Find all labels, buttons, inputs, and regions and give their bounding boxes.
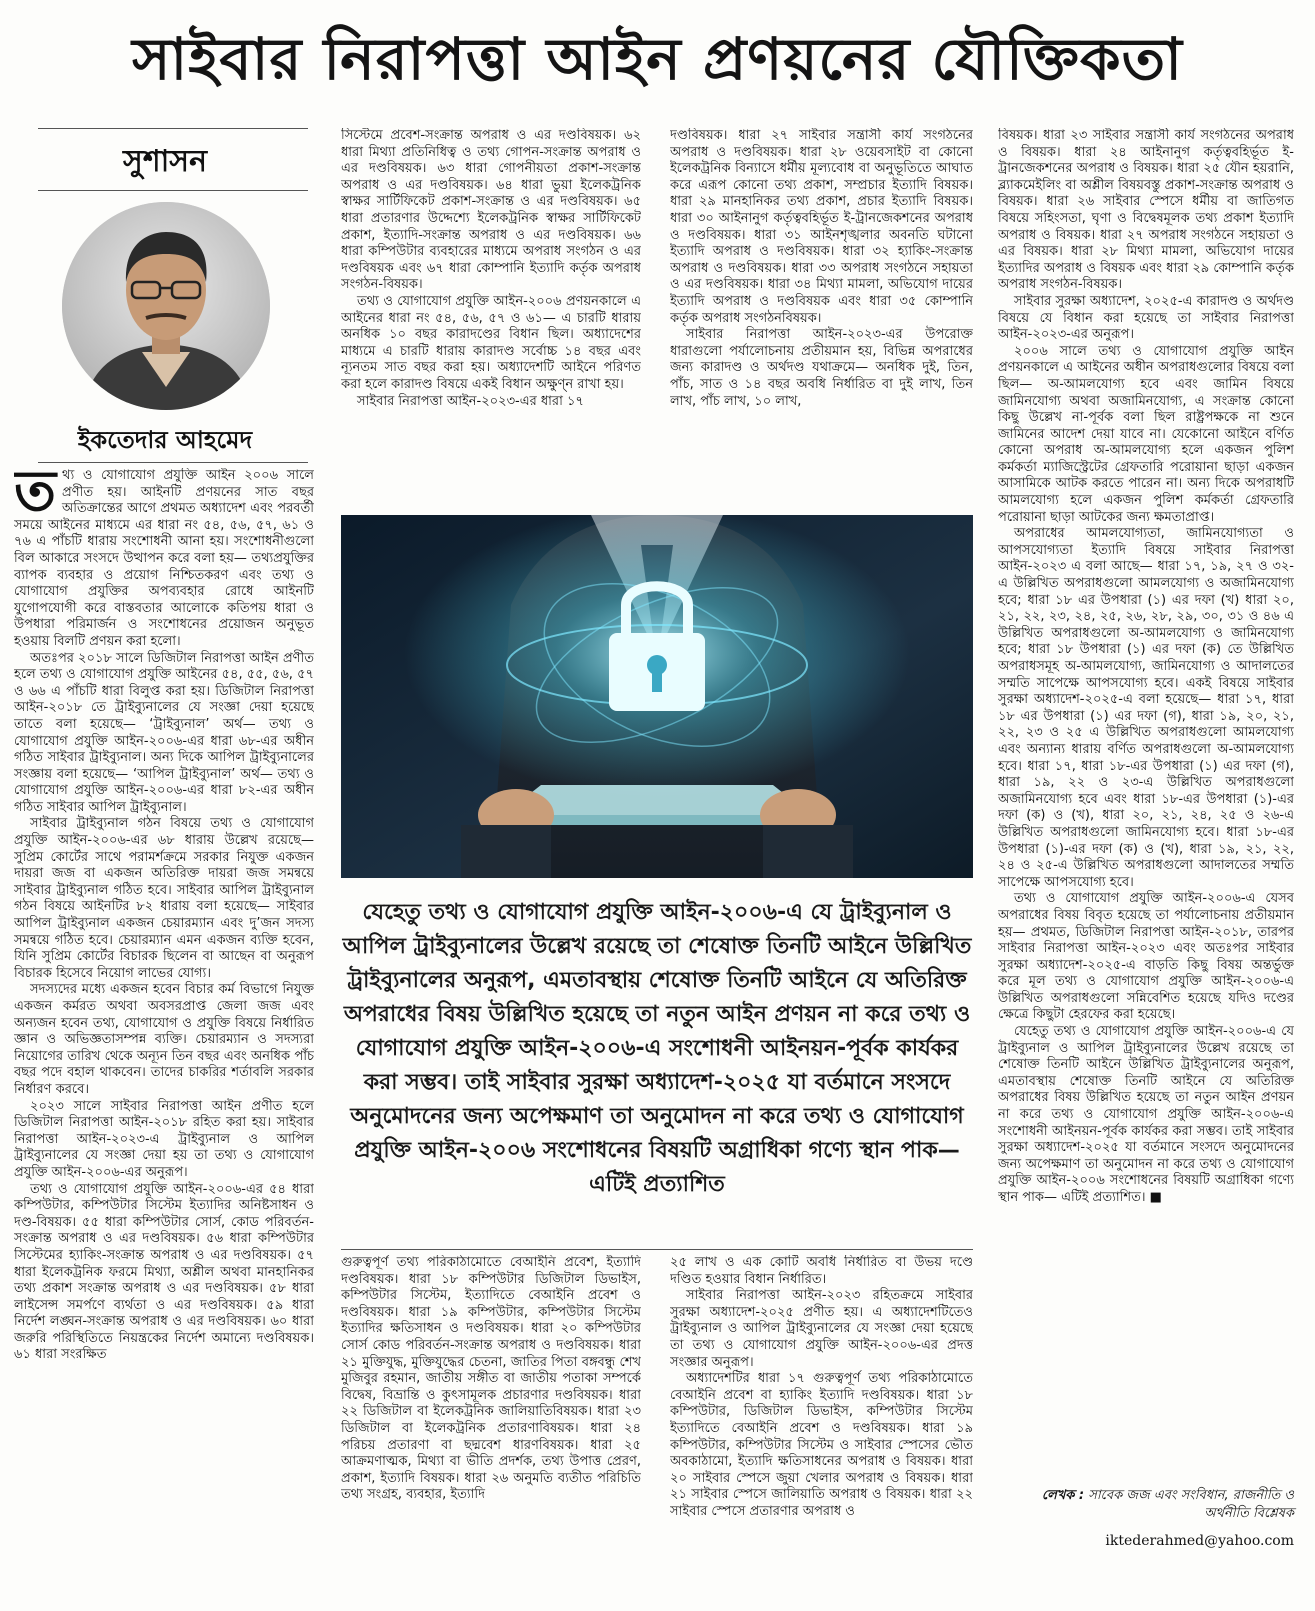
author-portrait-icon xyxy=(62,202,270,410)
article-column-4 xyxy=(998,128,1294,1482)
article-paragraph: তথ্য ও যোগাযোগ প্রযুক্তি আইন-২০০৬-এর ৫৪ ধারা কম্পিউটার, কম্পিউটার সিস্টেম ইত্যাদির অনিষ্টসাধন ও দণ্ড-বিষয়ক। ৫৫ ধারা কম্পিউটার সোর্স, কোড পরিবর্তন-সংক্রান্ত অপরাধ ও এর দণ্ডবিষয়ক। ৫৬ ধারা কম্পিউটার সিস্টেমের হ্যাকিং-সংক্রান্ত অপরাধ ও এর দণ্ডবিষয়ক। ৫৭ ধারা ইলেকট্রনিক ফরমে মিথ্যা, অশ্লীল অথবা মানহানিকর তথ্য প্রকাশ সংক্রান্ত অপরাধ ও এর দণ্ডবিষয়ক। ৫৮ ধারা লাইসেন্স সমর্পণে ব্যর্থতা ও এর দণ্ডবিষয়ক। ৫৯ ধারা নির্দেশ লঙ্ঘন-সংক্রান্ত অপরাধ ও এর দণ্ডবিষয়ক। ৬০ ধারা জরুরি পরিস্থিতিতে নিয়ন্ত্রকের নির্দেশ অমান্যে দণ্ডবিষয়ক। ৬১ ধারা সংরক্ষিত xyxy=(14,1181,314,1363)
article-paragraph: অতঃপর ২০১৮ সালে ডিজিটাল নিরাপত্তা আইন প্রণীত হলে তথ্য ও যোগাযোগ প্রযুক্তি আইনের ৫৪, ৫৫, ৫৬, ৫৭ ও ৬৬ এ পাঁচটি ধারা বিলুপ্ত করা হয়। ডিজিটাল নিরাপত্তা আইন-২০১৮ তে ট্রাইব্যুনালের যে সংজ্ঞা দেয়া হয়েছে তাতে বলা হয়েছে— ‘ট্রাইব্যুনাল’ অর্থ— তথ্য ও যোগাযোগ প্রযুক্তি আইন-২০০৬-এর ধারা ৬৮-এর অধীন গঠিত সাইবার ট্রাইব্যুনাল। অন্য দিকে আপিল ট্রাইব্যুনালের সংজ্ঞায় বলা হয়েছে— ‘আপিল ট্রাইব্যুনাল’ অর্থ— তথ্য ও যোগাযোগ প্রযুক্তি আইন-২০০৬-এর ধারা ৮২-এর অধীন গঠিত সাইবার আপিল ট্রাইব্যুনাল। xyxy=(14,650,314,815)
article-paragraph: ২৫ লাখ ও এক কোটি অবধি নির্ধারিত বা উভয় দণ্ডে দণ্ডিত হওয়ার বিধান নির্ধারিত। xyxy=(670,1255,973,1287)
article-paragraph: সাইবার নিরাপত্তা আইন-২০২৩ রহিতক্রমে সাইবার সুরক্ষা অধ্যাদেশ-২০২৫ প্রণীত হয়। এ অধ্যাদেশটিতেও ট্রাইব্যুনাল ও আপিল ট্রাইব্যুনালের যে সংজ্ঞা দেয়া হয়েছে তা তথ্য ও যোগাযোগ প্রযুক্তি আইন-২০০৬-এর প্রদত্ত সংজ্ঞার অনুরূপ। xyxy=(670,1288,973,1370)
article-paragraph: সাইবার নিরাপত্তা আইন-২০২৩-এর ধারা ১৭ xyxy=(357,393,584,409)
article-column-2-bottom xyxy=(341,1255,641,1604)
article-illustration xyxy=(341,515,973,878)
article-paragraph: যেহেতু তথ্য ও যোগাযোগ প্রযুক্তি আইন-২০০৬-এ যে ট্রাইব্যুনাল ও আপিল ট্রাইব্যুনালের উল্লেখ রয়েছে তা শেষোক্ত তিনটি আইনে উল্লিখিত ট্রাইব্যুনালের অনুরূপ, এমতাবস্থায় শেষোক্ত তিনটি আইনে যে অতিরিক্ত অপরাধের বিষয় উল্লিখিত হয়েছে তা নতুন আইন প্রণয়ন না করে তথ্য ও যোগাযোগ প্রযুক্তি আইন-২০০৬-এ সংশোধনী আইনয়ন-পূর্বক কার্যকর করা সম্ভব। তাই সাইবার সুরক্ষা অধ্যাদেশ-২০২৫ যা বর্তমানে সংসদে অনুমোদনের জন্য অপেক্ষমাণ তা অনুমোদন না করে তথ্য ও যোগাযোগ প্রযুক্তি আইন-২০০৬ সংশোধনের বিষয়টি অগ্রাধিকা গণ্যে স্থান পাক— এটিই প্রত্যাশিত। ■ xyxy=(998,1024,1294,1205)
article-paragraph: অধ্যাদেশটির ধারা ১৭ গুরুত্বপূর্ণ তথ্য পরিকাঠামোতে বেআইনি প্রবেশ বা হ্যাকিং ইত্যাদি দণ্ডবিষয়ক। ধারা ১৮ কম্পিউটার, ডিজিটাল ডিভাইস, কম্পিউটার সিস্টেম ইত্যাদিতে বেআইনি প্রবেশ ও দণ্ডবিষয়ক। ধারা ১৯ কম্পিউটার, কম্পিউটার সিস্টেম ও সাইবার স্পেসের ভৌত অবকাঠামো, ইত্যাদি ক্ষতিসাধনের অপরাধ ও বিষয়ক। ধারা ২০ সাইবার স্পেসে জুয়া খেলার অপরাধ ও বিষয়ক। ধারা ২১ সাইবার স্পেসে জালিয়াতি অপরাধ ও বিষয়ক। ধারা ২২ সাইবার স্পেসে প্রতারণার অপরাধ ও xyxy=(670,1371,973,1519)
author-email[interactable]: iktederahmed@yahoo.com xyxy=(1105,1533,1294,1549)
article-paragraph: তথ্য ও যোগাযোগ প্রযুক্তি আইন-২০০৬ প্রণয়নকালে এ আইনের ধারা নং ৫৪, ৫৬, ৫৭ ও ৬১— এ চারটি ধারায় অনধিক ১০ বছর কারাদণ্ডের বিধান ছিল। অধ্যাদেশের মাধ্যমে এ চারটি ধারায় কারাদণ্ড সর্বোচ্চ ১৪ বছর এবং ন্যূনতম সাত বছর করা হয়। অধ্যাদেশটি আইনে পরিণত করা হলে কারাদণ্ড বিষয়ে একই বিধান অক্ষুণ্ন রাখা হয়। xyxy=(341,293,641,392)
divider xyxy=(341,1249,973,1250)
writer-bio xyxy=(998,1487,1294,1523)
article-paragraph: সদস্যদের মধ্যে একজন হবেন বিচার কর্ম বিভাগে নিযুক্ত একজন কর্মরত অথবা অবসরপ্রাপ্ত জেলা জজ এবং অন্যজন হবেন তথ্য, যোগাযোগ ও প্রযুক্তি বিষয়ে নির্ধারিত জ্ঞান ও অভিজ্ঞতাসম্পন্ন ব্যক্তি। চেয়ারম্যান ও সদস্যরা নিয়োগের তারিখ থেকে অন্যূন তিন বছর এবং অনধিক পাঁচ বছর পদে বহাল থাকবেন। তাদের চাকরির শর্তাবলি সরকার নির্ধারণ করবে। xyxy=(14,982,314,1097)
article-paragraph: সাইবার ট্রাইব্যুনাল গঠন বিষয়ে তথ্য ও যোগাযোগ প্রযুক্তি আইন-২০০৬-এর ৬৮ ধারায় উল্লেখ রয়েছে— সুপ্রিম কোর্টের সাথে পরামর্শক্রমে সরকার নিযুক্ত একজন দায়রা জজ বা একজন অতিরিক্ত দায়রা জজ সমন্বয়ে সাইবার ট্রাইব্যুনাল গঠিত হবে। সাইবার আপিল ট্রাইব্যুনাল গঠন বিষয়ে আইনটির ৮২ ধারায় বলা হয়েছে— সাইবার আপিল ট্রাইব্যুনাল একজন চেয়ারম্যান এবং দু’জন সদস্য সমন্বয়ে গঠিত হবে। চেয়ারম্যান এমন একজন ব্যক্তি হবেন, যিনি সুপ্রিম কোর্টের বিচারক ছিলেন বা আছেন বা অনুরূপ বিচারক হিসেবে নিয়োগ লাভের যোগ্য। xyxy=(14,816,314,981)
article-column-3-bottom xyxy=(670,1255,973,1604)
pull-quote: যেহেতু তথ্য ও যোগাযোগ প্রযুক্তি আইন-২০০৬-এ যে ট্রাইব্যুনাল ও আপিল ট্রাইব্যুনালের উল্লেখ রয়েছে তা শেষোক্ত তিনটি আইনে উল্লিখিত ট্রাইব্যুনালের অনুরূপ, এমতাবস্থায় শেষোক্ত তিনটি আইনে যে অতিরিক্ত অপরাধের বিষয় উল্লিখিত হয়েছে তা নতুন আইন প্রণয়ন না করে তথ্য ও যোগাযোগ প্রযুক্তি আইন-২০০৬-এ সংশোধনী আইনয়ন-পূর্বক কার্যকর করা সম্ভব। তাই সাইবার সুরক্ষা অধ্যাদেশ-২০২৫ যা বর্তমানে সংসদে অনুমোদনের জন্য অপেক্ষমাণ তা অনুমোদন না করে তথ্য ও যোগাযোগ প্রযুক্তি আইন-২০০৬ সংশোধনের বিষয়টি অগ্রাধিকা গণ্যে স্থান পাক— এটিই প্রত্যাশিত xyxy=(342,900,972,1197)
writer-label: লেখক : xyxy=(1041,1488,1085,1503)
article-column-3-top xyxy=(670,128,973,498)
article-paragraph: সাইবার নিরাপত্তা আইন-২০২৩-এর উপরোক্ত ধারাগুলো পর্যালোচনায় প্রতীয়মান হয়, বিভিন্ন অপরাধের জন্য কারাদণ্ড ও অর্থদণ্ড যথাক্রমে— অনধিক দুই, তিন, পাঁচ, সাত ও ১৪ বছর অবধি নির্ধারিত বা দুই লাখ, তিন লাখ, পাঁচ লাখ, ১০ লাখ, xyxy=(670,327,973,409)
author-name: ইকতেদার আহমেদ xyxy=(77,426,253,454)
writer-bio-text: সাবেক জজ এবং সংবিধান, রাজনীতি ও অর্থনীতি বিশ্লেষক xyxy=(1088,1488,1294,1521)
article-paragraph: বিষয়ক। ধারা ২৩ সাইবার সন্ত্রাসী কার্য সংগঠনের অপরাধ ও বিষয়ক। ধারা ২৪ আইনানুগ কর্তৃত্ববহির্ভূত ই-ট্রানজেকশনের অপরাধ ও বিষয়ক। ধারা ২৫ যৌন হয়রানি, ব্ল্যাকমেইলিং বা অশ্লীল বিষয়বস্তু প্রকাশ-সংক্রান্ত অপরাধ ও বিষয়ক। ধারা ২৬ সাইবার স্পেসে ধর্মীয় বা জাতিগত বিষয়ে সহিংসতা, ঘৃণা ও বিদ্বেষমূলক তথ্য প্রকাশ ইত্যাদি অপরাধ ও বিষয়ক। ধারা ২৭ অপরাধ সংগঠনে সহায়তা ও এর বিষয়ক। ধারা ২৮ মিথ্যা মামলা, অভিযোগ দায়ের ইত্যাদির অপরাধ ও বিষয়ক এবং ধারা ২৯ কোম্পানি কর্তৃক অপরাধ সংগঠন-বিষয়ক। xyxy=(998,128,1294,293)
article-paragraph: গুরুত্বপূর্ণ তথ্য পরিকাঠামোতে বেআইনি প্রবেশ, ইত্যাদি দণ্ডবিষয়ক। ধারা ১৮ কম্পিউটার ডিজিটাল ডিভাইস, কম্পিউটার সিস্টেম, ইত্যাদিতে বেআইনি প্রবেশ ও দণ্ডবিষয়ক। ধারা ১৯ কম্পিউটার, কম্পিউটার সিস্টেম ইত্যাদির ক্ষতিসাধন ও দণ্ডবিষয়ক। ধারা ২০ কম্পিউটার সোর্স কোড পরিবর্তন-সংক্রান্ত অপরাধ ও দণ্ডবিষয়ক। ধারা ২১ মুক্তিযুদ্ধ, মুক্তিযুদ্ধের চেতনা, জাতির পিতা বঙ্গবন্ধু শেখ মুজিবুর রহমান, জাতীয় সঙ্গীত বা জাতীয় পতাকা সম্পর্কে বিদ্বেষ, বিভ্রান্তি ও কুৎসামূলক প্রচারণার দণ্ডবিষয়ক। ধারা ২২ ডিজিটাল বা ইলেকট্রনিক জালিয়াতিবিষয়ক। ধারা ২৩ ডিজিটাল বা ইলেকট্রনিক প্রতারণাবিষয়ক। ধারা ২৪ পরিচয় প্রতারণা বা ছদ্মবেশ ধারণবিষয়ক। ধারা ২৫ আক্রমণাত্মক, মিথ্যা বা ভীতি প্রদর্শক, তথ্য উপাত্ত প্রেরণ, প্রকাশ, ইত্যাদি বিষয়ক। ধারা ২৬ অনুমতি ব্যতীত পরিচিতি তথ্য সংগ্রহ, ব্যবহার, ইত্যাদি xyxy=(341,1255,641,1503)
divider xyxy=(38,190,308,191)
page-title: সাইবার নিরাপত্তা আইন প্রণয়নের যৌক্তিকতা xyxy=(132,25,1183,93)
cyber-lock-illustration-icon xyxy=(341,515,973,878)
article-paragraph: সাইবার সুরক্ষা অধ্যাদেশ, ২০২৫-এ কারাদণ্ড ও অর্থদণ্ড বিষয়ে যে বিধান করা হয়েছে তা সাইবার নিরাপত্তা আইন-২০২৩-এর অনুরূপ। xyxy=(998,293,1294,343)
drop-cap: ত xyxy=(14,468,57,524)
article-column-1 xyxy=(14,468,314,1604)
article-paragraph: তথ্য ও যোগাযোগ প্রযুক্তি আইন ২০০৬ সালে প্রণীত হয়। আইনটি প্রণয়নের সাত বছর অতিক্রান্তের আগে প্রথমত অধ্যাদেশ এবং পরবর্তী সময়ে আইনের মাধ্যমে এর ধারা নং ৫৪, ৫৬, ৫৭, ৬১ ও ৭৬ এ পাঁচটি ধারায় সংশোধনী আনা হয়। সংশোধনীগুলো বিল আকারে সংসদে উত্থাপন করে বলা হয়— তথ্যপ্রযুক্তির ব্যাপক ব্যবহার ও প্রয়োগ নিশ্চিতকরণ এবং তথ্য ও যোগাযোগ প্রযুক্তির অপব্যবহার রোধে আইনটি যুগোপযোগী করে বাস্তবতার আলোকে কতিপয় ধারা ও উপধারা পরিমার্জন ও সংশোধনের প্রয়োজন অনুভূত হওয়ায় বিলটি প্রণয়ন করা হলো। xyxy=(14,468,314,649)
section-label: সুশাসন xyxy=(123,144,207,179)
divider xyxy=(38,128,308,129)
article-paragraph: তথ্য ও যোগাযোগ প্রযুক্তি আইন-২০০৬-এ যেসব অপরাধের বিষয় বিবৃত হয়েছে তা পর্যালোচনায় প্রতীয়মান হয়— প্রথমত, ডিজিটাল নিরাপত্তা আইন-২০১৮, তারপর সাইবার নিরাপত্তা আইন-২০২৩ এবং অতঃপর সাইবার সুরক্ষা অধ্যাদেশ-২০২৫-এ বাড়তি কিছু বিষয় অন্তর্ভুক্ত করে মূল তথ্য ও যোগাযোগ প্রযুক্তি আইন-২০০৬-এ উল্লিখিত অপরাধগুলো সন্নিবেশিত হয়েছে যদিও দণ্ডের ক্ষেত্রে কিছুটা হেরফের করা হয়েছে। xyxy=(998,891,1294,1023)
article-column-2-top xyxy=(341,128,641,498)
article-paragraph: ২০২৩ সালে সাইবার নিরাপত্তা আইন প্রণীত হলে ডিজিটাল নিরাপত্তা আইন-২০১৮ রহিত করা হয়। সাইবার নিরাপত্তা আইন-২০২৩-এ ট্রাইব্যুনাল ও আপিল ট্রাইব্যুনালের যে সংজ্ঞা দেয়া হয় তা তথ্য ও যোগাযোগ প্রযুক্তি আইন-২০০৬-এর অনুরূপ। xyxy=(14,1098,314,1180)
article-paragraph: দণ্ডবিষয়ক। ধারা ২৭ সাইবার সন্ত্রাসী কার্য সংগঠনের অপরাধ ও দণ্ডবিষয়ক। ধারা ২৮ ওয়েবসাইট বা কোনো ইলেকট্রনিক বিন্যাসে ধর্মীয় মূল্যবোধ বা অনুভূতিতে আঘাত করে এরূপ কোনো তথ্য প্রকাশ, সম্প্রচার ইত্যাদি বিষয়ক। ধারা ২৯ মানহানিকর তথ্য প্রকাশ, প্রচার ইত্যাদি বিষয়ক। ধারা ৩০ আইনানুগ কর্তৃত্ববহির্ভূত ই-ট্রানজেকশনের অপরাধ ও দণ্ডবিষয়ক। ধারা ৩১ আইনশৃঙ্খলার অবনতি ঘটানো ইত্যাদি অপরাধ ও দণ্ডবিষয়ক। ধারা ৩২ হ্যাকিং-সংক্রান্ত অপরাধ ও দণ্ডবিষয়ক। ধারা ৩৩ অপরাধ সংগঠনে সহায়তা ও এর দণ্ডবিষয়ক। ধারা ৩৪ মিথ্যা মামলা, অভিযোগ দায়ের ইত্যাদি অপরাধ ও দণ্ডবিষয়ক এবং ধারা ৩৫ কোম্পানি কর্তৃক অপরাধ সংগঠনবিষয়ক। xyxy=(670,128,973,326)
divider xyxy=(38,462,308,463)
article-paragraph: অপরাধের আমলযোগ্যতা, জামিনযোগ্যতা ও আপসযোগ্যতা ইত্যাদি বিষয়ে সাইবার নিরাপত্তা আইন-২০২৩ এ বলা আছে— ধারা ১৭, ১৯, ২৭ ও ৩২-এ উল্লিখিত অপরাধগুলো আমলযোগ্য ও অজামিনযোগ্য হবে; ধারা ১৮ এর উপধারা (১) এর দফা (খ) ধারা ২০, ২১, ২২, ২৩, ২৪, ২৫, ২৬, ২৮, ২৯, ৩০, ৩১ ও ৪৬ এ উল্লিখিত অপরাধগুলো অ-আমলযোগ্য ও জামিনযোগ্য হবে; ধারা ১৮ উপধারা (১) এর দফা (ক) তে উল্লিখিত অপরাধসমূহ অ-আমলযোগ্য, জামিনযোগ্য ও আদালতের সম্মতি সাপেক্ষে আপসযোগ্য হবে। একই বিষয়ে সাইবার সুরক্ষা অধ্যাদেশ-২০২৫-এ বলা হয়েছে— ধারা ১৭, ধারা ১৮ এর উপধারা (১) এর দফা (গ), ধারা ১৯, ২০, ২১, ২২, ২৩ ও ২৫ এ উল্লিখিত অপরাধগুলো আমলযোগ্য এবং অন্যান্য ধারায় বর্ণিত অপরাধগুলো অ-আমলযোগ্য হবে। ধারা ১৭, ধারা ১৮-এর উপধারা (১) এর দফা (গ), ধারা ১৯, ২২ ও ২৩-এ উল্লিখিত অপরাধগুলো অজামিনযোগ্য হবে এবং ধারা ১৮-এর উপধারা (১)-এর দফা (ক) ও (খ), ধারা ২০, ২১, ২৪, ২৫ ও ২৬-এ উল্লিখিত অপরাধগুলো জামিনযোগ্য হবে। ধারা ১৮-এর উপধারা (১)-এর দফা (ক) ও (খ), ধারা ১৯, ২১, ২২, ২৪ ও ২৫-এ উল্লিখিত অপরাধগুলো আদালতের সম্মতি সাপেক্ষে আপসযোগ্য হবে। xyxy=(998,526,1294,890)
article-paragraph: ২০০৬ সালে তথ্য ও যোগাযোগ প্রযুক্তি আইন প্রণয়নকালে এ আইনের অধীন অপরাধগুলোর বিষয়ে বলা ছিল— অ-আমলযোগ্য হবে এবং জামিন বিষয়ে জামিনযোগ্য অথবা অজামিনযোগ্য, এ সংক্রান্ত কোনো কিছু উল্লেখ না-পূর্বক বলা ছিল রাষ্ট্রপক্ষকে না শুনে জামিনের আদেশ দেয়া যাবে না। যেকোনো আইনে বর্ণিত কোনো অপরাধ অ-আমলযোগ্য হলে একজন পুলিশ কর্মকর্তা ম্যাজিস্ট্রেটের গ্রেফতারি পরোয়ানা ছাড়া একজন আসামিকে আটক করতে পারেন না। অন্য দিকে অপরাধটি আমলযোগ্য হলে একজন পুলিশ কর্মকর্তা গ্রেফতারি পরোয়ানা ছাড়া আটকের জন্য ক্ষমতাপ্রাপ্ত। xyxy=(998,343,1294,525)
author-photo xyxy=(62,202,270,410)
article-paragraph: সিস্টেমে প্রবেশ-সংক্রান্ত অপরাধ ও এর দণ্ডবিষয়ক। ৬২ ধারা মিথ্যা প্রতিনিধিত্ব ও তথ্য গোপন-সংক্রান্ত অপরাধ ও এর দণ্ডবিষয়ক। ৬৩ ধারা গোপনীয়তা প্রকাশ-সংক্রান্ত অপরাধ ও এর দণ্ডবিষয়ক। ৬৪ ধারা ভুয়া ইলেকট্রনিক স্বাক্ষর সার্টিফিকেট প্রকাশ-সংক্রান্ত ও এর দণ্ডবিষয়ক। ৬৫ ধারা প্রতারণার উদ্দেশ্যে ইলেকট্রনিক স্বাক্ষর সার্টিফিকেট প্রকাশ, ইত্যাদি-সংক্রান্ত অপরাধ ও এর দণ্ডবিষয়ক। ৬৬ ধারা কম্পিউটার ব্যবহারের মাধ্যমে অপরাধ সংগঠন ও এর দণ্ডবিষয়ক এবং ৬৭ ধারা কোম্পানি ইত্যাদি কর্তৃক অপরাধ সংগঠন-বিষয়ক। xyxy=(341,128,641,293)
